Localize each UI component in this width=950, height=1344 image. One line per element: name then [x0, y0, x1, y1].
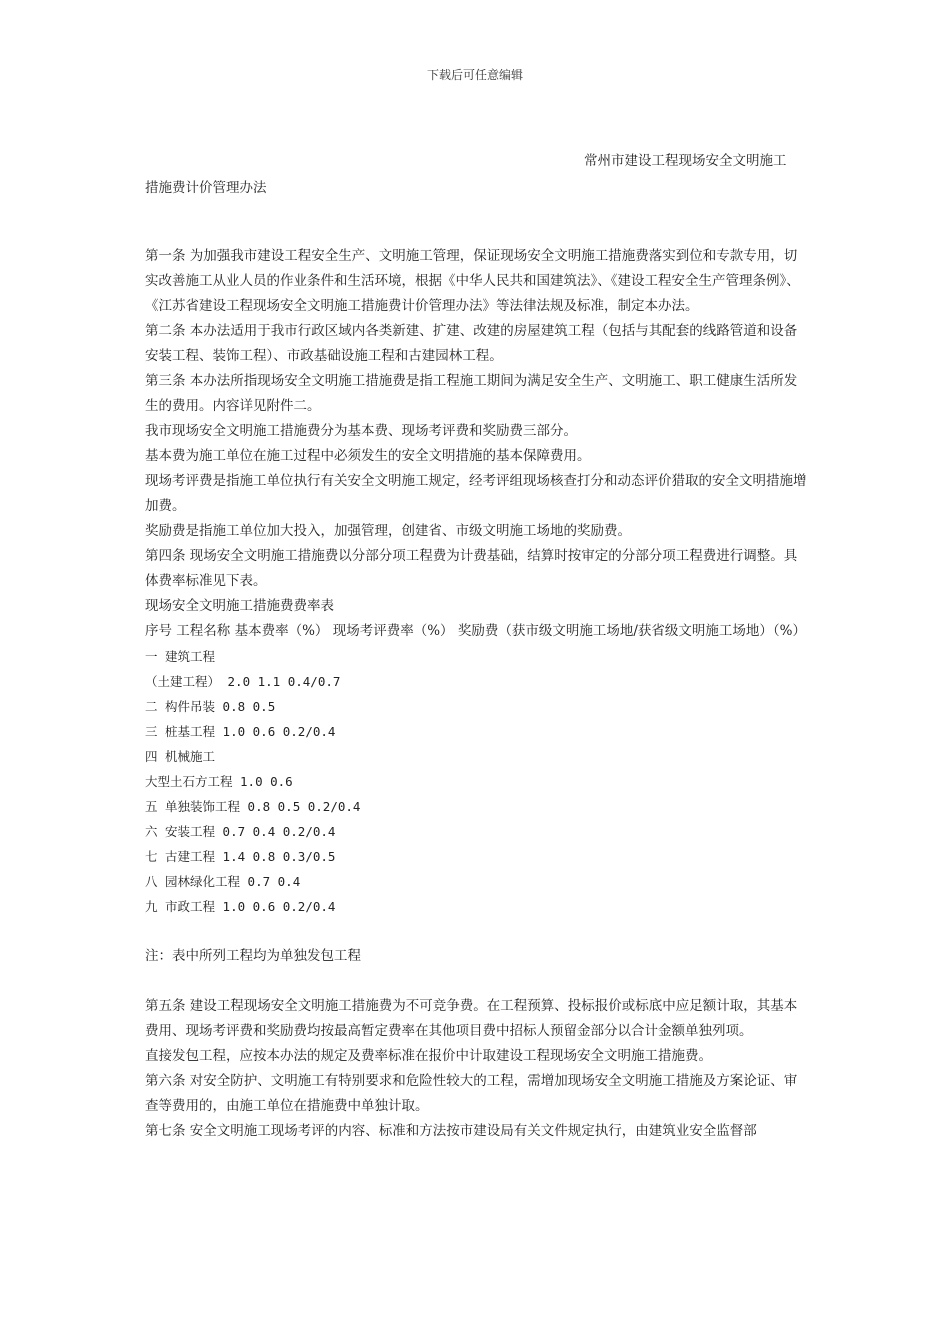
table-row: 五 单独装饰工程 0.8 0.5 0.2/0.4 — [145, 799, 361, 814]
document-body — [145, 244, 809, 1144]
table-row: 九 市政工程 1.0 0.6 0.2/0.4 — [145, 899, 336, 914]
table-note: 注：表中所列工程均为单独发包工程 — [145, 948, 361, 964]
table-row: 三 桩基工程 1.0 0.6 0.2/0.4 — [145, 724, 336, 739]
table-row: 二 构件吊装 0.8 0.5 — [145, 699, 276, 714]
paragraph: 我市现场安全文明施工措施费分为基本费、现场考评费和奖励费三部分。 — [145, 423, 577, 439]
spacer — [145, 919, 809, 944]
table-row: 七 古建工程 1.4 0.8 0.3/0.5 — [145, 849, 336, 864]
table-row: 四 机械施工 — [145, 749, 216, 764]
page-header: 下载后可任意编辑 — [426, 68, 523, 82]
table-row: 一 建筑工程 — [145, 649, 216, 664]
paragraph: 直接发包工程，应按本办法的规定及费率标准在报价中计取建设工程现场安全文明施工措施费。 — [145, 1048, 712, 1064]
paragraph: 奖励费是指施工单位加大投入，加强管理，创建省、市级文明施工场地的奖励费。 — [145, 523, 631, 539]
spacer — [145, 969, 809, 994]
paragraph: 现场考评费是指施工单位执行有关安全文明施工规定，经考评组现场核查打分和动态评价猎取的安全文明措施增加费。 — [145, 473, 807, 514]
table-title: 现场安全文明施工措施费费率表 — [145, 598, 334, 614]
paragraph: 第四条 现场安全文明施工措施费以分部分项工程费为计费基础，结算时按审定的分部分项工程费进行调整。具体费率标准见下表。 — [145, 548, 798, 589]
paragraph: 第三条 本办法所指现场安全文明施工措施费是指工程施工期间为满足安全生产、文明施工、职工健康生活所发生的费用。内容详见附件二。 — [145, 373, 798, 414]
paragraph: 基本费为施工单位在施工过程中必须发生的安全文明措施的基本保障费用。 — [145, 448, 591, 464]
paragraph: 第五条 建设工程现场安全文明施工措施费为不可竞争费。在工程预算、投标报价或标底中应足额计取，其基本费用、现场考评费和奖励费均按最高暂定费率在其他项目费中招标人预留金部分以合计金额单独列项。 — [145, 998, 798, 1039]
document-title-line-1: 常州市建设工程现场安全文明施工 — [584, 153, 787, 169]
document-title-line-2: 措施费计价管理办法 — [145, 180, 267, 196]
table-row: 大型土石方工程 1.0 0.6 — [145, 774, 293, 789]
paragraph: 第一条 为加强我市建设工程安全生产、文明施工管理，保证现场安全文明施工措施费落实到位和专款专用，切实改善施工从业人员的作业条件和生活环境，根据《中华人民共和国建筑法》、《建设工程安全生产管理条例》、《江苏省建设工程现场安全文明施工措施费计价管理办法》等法律法规及标准，制定本办法。 — [145, 248, 800, 314]
paragraph: 第二条 本办法适用于我市行政区域内各类新建、扩建、改建的房屋建筑工程（包括与其配套的线路管道和设备安装工程、装饰工程）、市政基础设施工程和古建园林工程。 — [145, 323, 798, 364]
table-header-row: 序号 工程名称 基本费率（%） 现场考评费率（%） 奖励费（获市级文明施工场地/获省级文明施工场地）（%） — [145, 623, 806, 639]
table-row: 八 园林绿化工程 0.7 0.4 — [145, 874, 301, 889]
paragraph: 第六条 对安全防护、文明施工有特别要求和危险性较大的工程，需增加现场安全文明施工措施及方案论证、审查等费用的，由施工单位在措施费中单独计取。 — [145, 1073, 798, 1114]
table-row: 六 安装工程 0.7 0.4 0.2/0.4 — [145, 824, 336, 839]
paragraph: 第七条 安全文明施工现场考评的内容、标准和方法按市建设局有关文件规定执行，由建筑业安全监督部 — [145, 1123, 757, 1139]
table-row: （土建工程） 2.0 1.1 0.4/0.7 — [145, 674, 341, 689]
